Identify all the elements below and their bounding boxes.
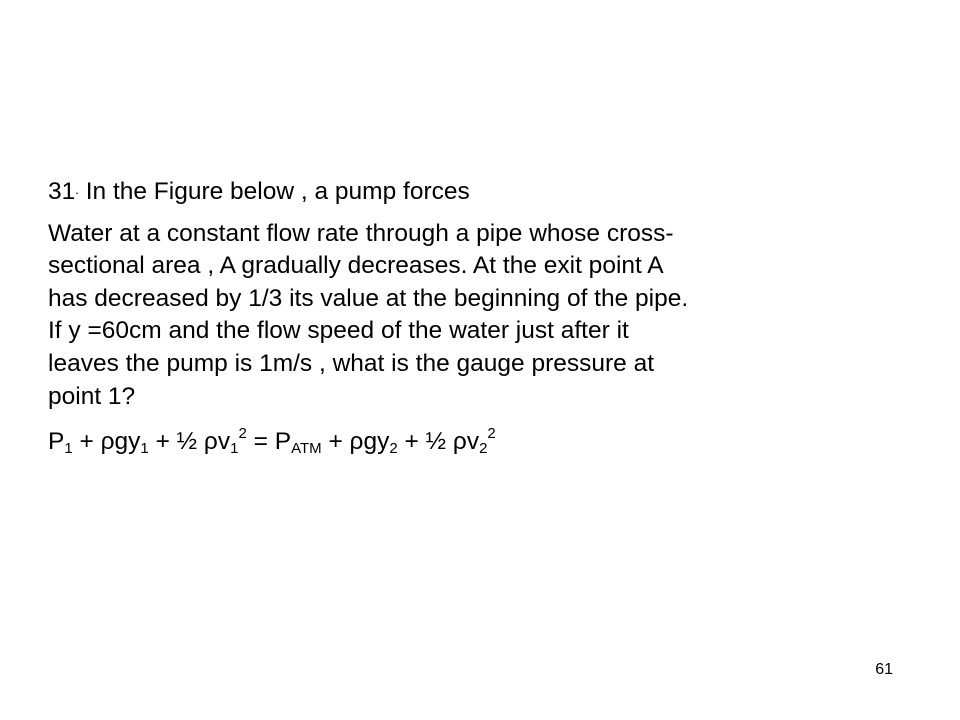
problem-heading-text: In the Figure below , a pump forces: [85, 178, 470, 205]
problem-number-mark: .: [75, 182, 79, 197]
problem-number: 31: [48, 178, 76, 205]
problem-body-line: sectional area , A gradually decreases. At the exit point A: [48, 252, 664, 280]
eq-term: + ½ ρv: [148, 428, 231, 456]
problem-body-line: leaves the pump is 1m/s , what is the gauge pressure at: [48, 349, 655, 377]
eq-sub: 2: [479, 440, 488, 458]
eq-sup: 2: [487, 425, 496, 443]
problem-body-line: Water at a constant flow rate through a pipe whose cross-: [48, 219, 674, 247]
eq-term: = P: [246, 428, 292, 456]
eq-sup: 2: [238, 425, 247, 443]
eq-p: P: [48, 428, 65, 456]
problem-body-line: If y =60cm and the flow speed of the water just after it: [48, 317, 629, 345]
eq-sub: 1: [140, 440, 149, 458]
slide-content: [48, 174, 928, 459]
problem-body-line: has decreased by 1/3 its value at the beginning of the pipe.: [48, 284, 689, 312]
eq-sub: 2: [389, 440, 398, 458]
eq-sub: ATM: [291, 440, 322, 458]
eq-term: + ½ ρv: [397, 428, 480, 456]
page-number: 61: [875, 661, 893, 678]
eq-sub: 1: [64, 440, 73, 458]
eq-term: + ρgy: [72, 428, 141, 456]
problem-body: [48, 218, 928, 414]
eq-sub: 1: [230, 440, 239, 458]
problem-heading: [48, 174, 928, 209]
problem-body-line: point 1?: [48, 382, 136, 410]
eq-term: + ρgy: [321, 428, 390, 456]
bernoulli-equation: [48, 426, 928, 459]
